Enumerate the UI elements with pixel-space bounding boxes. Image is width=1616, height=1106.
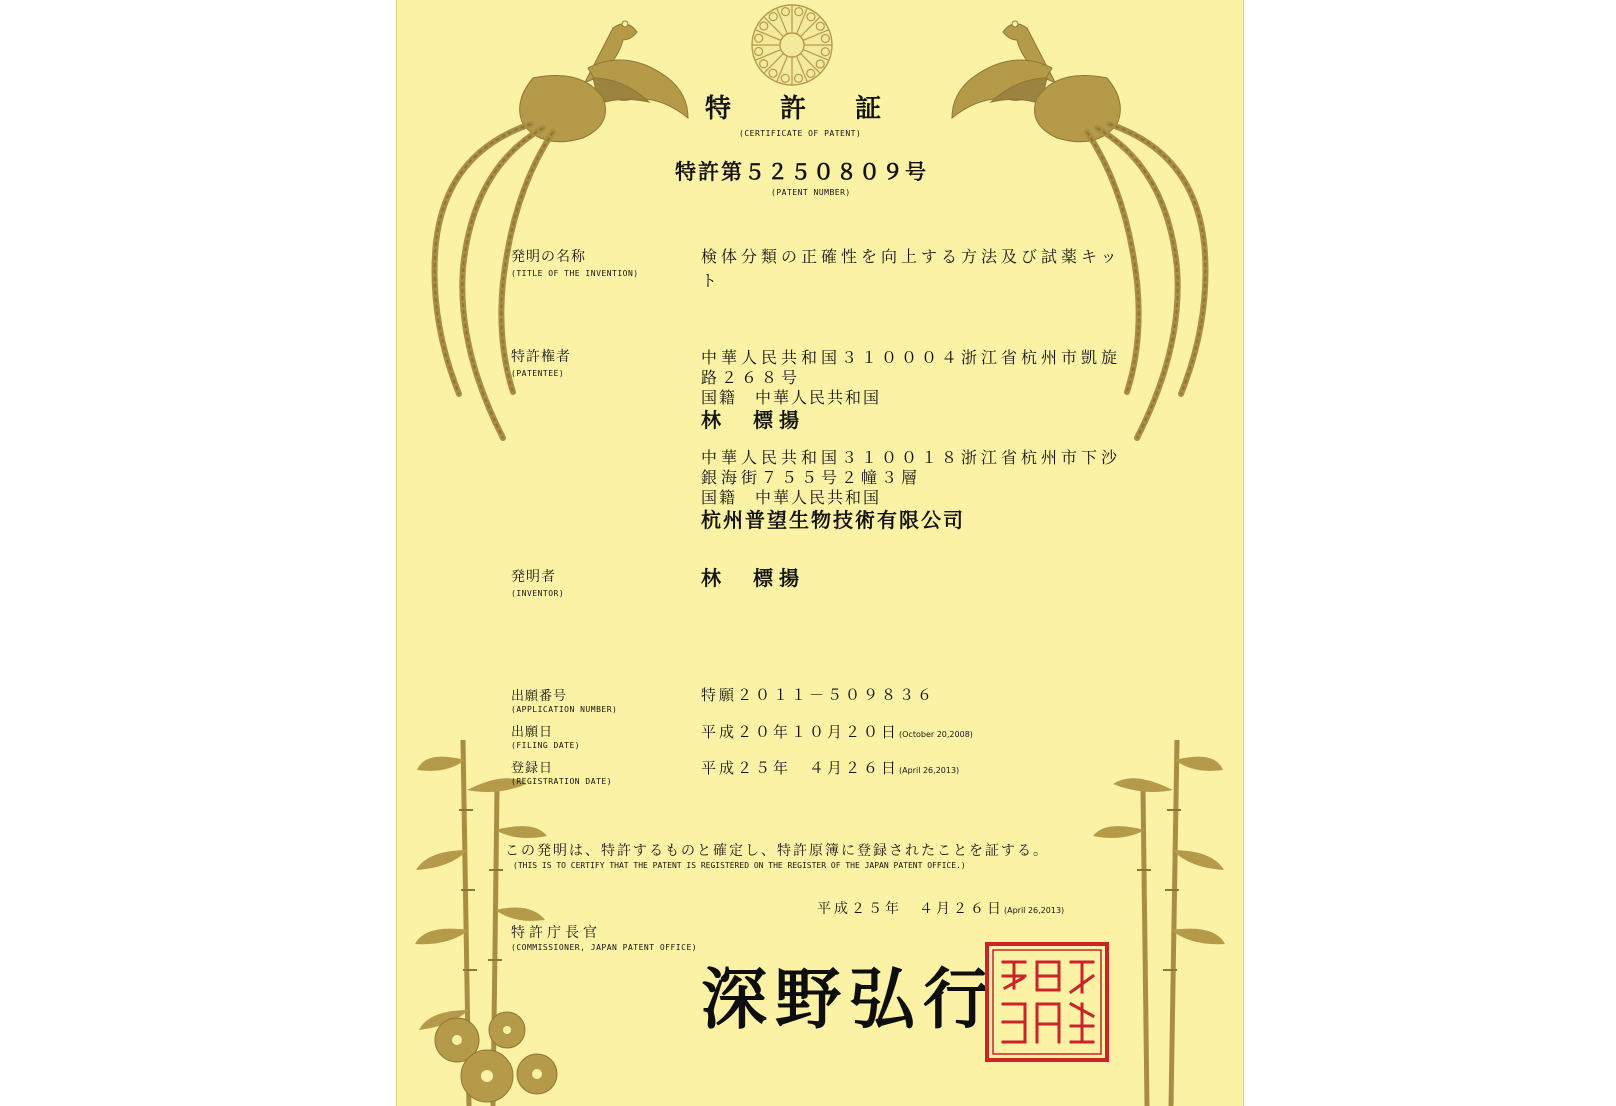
inventor-label-en: (INVENTOR): [511, 589, 565, 598]
patentee2-address-line1: 中華人民共和国３１００１８浙江省杭州市下沙: [701, 448, 1122, 467]
filing-date-value: 平成２０年１０月２０日: [701, 723, 900, 741]
patentee1-nationality: 国籍 中華人民共和国: [701, 388, 882, 407]
certificate-sheet: [396, 0, 1244, 1106]
inventor-label: 発明者: [511, 569, 556, 585]
right-phoenix-ornament-icon: [937, 8, 1227, 448]
invention-label: 発明の名称: [511, 249, 586, 265]
issue-date-value: 平成２５年 ４月２６日: [817, 901, 1004, 917]
registration-date-value: 平成２５年 ４月２６日: [701, 759, 900, 777]
filing-date-label: 出願日: [511, 725, 554, 740]
registration-date-label: 登録日: [511, 761, 554, 776]
left-phoenix-ornament-icon: [413, 8, 703, 448]
registration-date-value-en: (April 26,2013): [899, 766, 960, 775]
inventor-name: 林 標揚: [701, 566, 805, 590]
flower-ornament-icon: [417, 990, 567, 1106]
certification-statement-en: (THIS IS TO CERTIFY THAT THE PATENT IS REGISTERED ON THE REGISTER OF THE JAPAN PATENT OFFICE.): [513, 861, 966, 870]
patent-number: 特許第５２５０８０９号: [675, 160, 928, 184]
commissioner-label-en: (COMMISSIONER, JAPAN PATENT OFFICE): [511, 943, 698, 952]
patentee-label: 特許権者: [511, 349, 571, 365]
official-seal-icon: [983, 940, 1111, 1064]
certificate-title: 特 許 証: [705, 94, 902, 124]
patentee1-address-line2: 路２６８号: [701, 368, 802, 387]
patentee1-address-line1: 中華人民共和国３１０００４浙江省杭州市凱旋: [701, 348, 1122, 367]
patentee1-name: 林 標揚: [701, 408, 805, 432]
invention-title-line1: 検体分類の正確性を向上する方法及び試薬キッ: [701, 247, 1121, 266]
filing-date-value-en: (October 20,2008): [899, 730, 973, 739]
issue-date-value-en: (April 26,2013): [1004, 906, 1065, 915]
application-number-label-en: (APPLICATION NUMBER): [511, 705, 618, 714]
issue-date: [817, 900, 1064, 916]
filing-date-label-en: (FILING DATE): [511, 741, 581, 750]
commissioner-signature: 深野弘行: [701, 960, 997, 1038]
chrysanthemum-crest-icon: [749, 2, 835, 88]
patentee2-name: 杭州普望生物技術有限公司: [701, 508, 965, 532]
patentee2-nationality: 国籍 中華人民共和国: [701, 488, 882, 507]
registration-date: [701, 760, 959, 776]
commissioner-label: 特許庁長官: [511, 925, 601, 941]
certificate-title-en: (CERTIFICATE OF PATENT): [739, 129, 862, 138]
application-number-label: 出願番号: [511, 689, 568, 704]
filing-date: [701, 724, 973, 740]
patent-number-en: (PATENT NUMBER): [771, 188, 851, 197]
invention-title-line2: ト: [701, 271, 722, 290]
patentee2-address-line2: 銀海街７５５号２幢３層: [701, 468, 922, 487]
certification-statement: この発明は、特許するものと確定し、特許原簿に登録されたことを証する。: [505, 843, 1049, 859]
patentee-label-en: (PATENTEE): [511, 369, 565, 378]
application-number: 特願２０１１－５０９８３６: [701, 686, 936, 704]
registration-date-label-en: (REGISTRATION DATE): [511, 777, 613, 786]
invention-label-en: (TITLE OF THE INVENTION): [511, 269, 639, 278]
